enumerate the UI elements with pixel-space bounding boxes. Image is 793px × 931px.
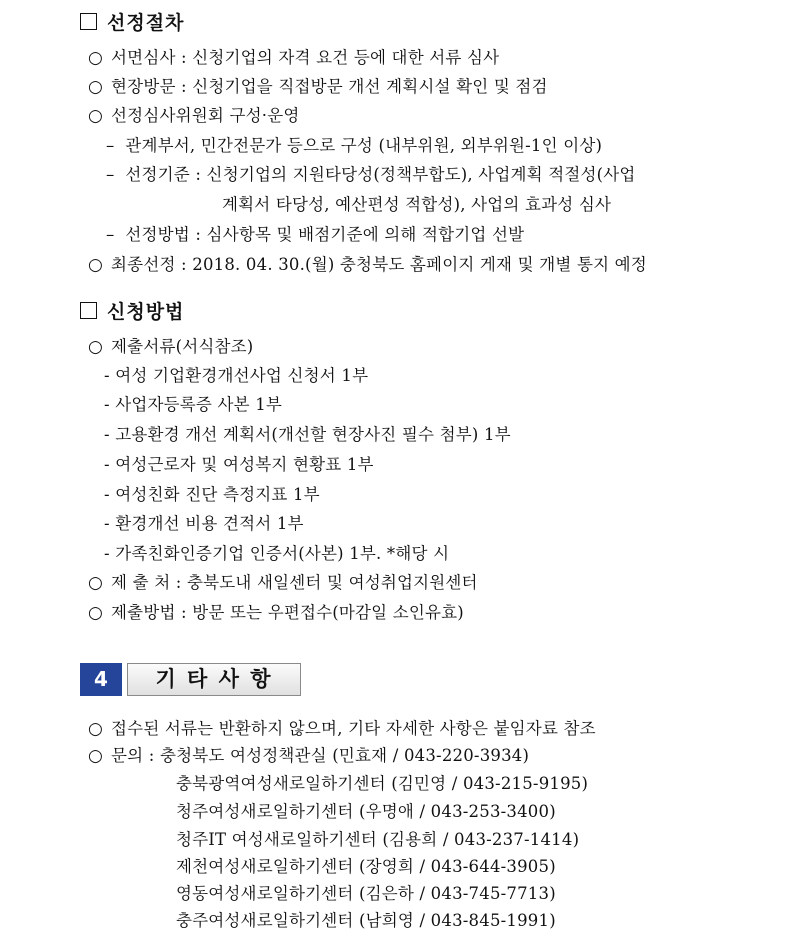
contact-entry: 충북광역여성새로일하기센터 (김민영 / 043-215-9195) [176, 774, 589, 793]
selection-final: ○ 최종선정 : 2018. 04. 30.(월) 충청북도 홈페이지 게재 및 개별 통지 예정 [88, 255, 647, 275]
other-note: ○ 접수된 서류는 반환하지 않으며, 기타 자세한 사항은 붙임자료 참조 [88, 719, 596, 739]
inquiry-line [88, 742, 529, 766]
dash-bullet: - [104, 485, 116, 504]
dash-bullet: - [104, 455, 116, 474]
documents-heading: ○ 제출서류(서식참조) [88, 337, 254, 357]
circle-bullet-icon: ○ [88, 106, 104, 126]
document-item: - 사업자등록증 사본 1부 [104, 395, 283, 414]
dash-bullet: – [106, 136, 126, 155]
dash-bullet: – [106, 225, 126, 244]
checkbox-square-icon [80, 13, 97, 30]
contact-entry: 충주여성새로일하기센터 (남희영 / 043-845-1991) [176, 911, 556, 930]
circle-bullet-icon: ○ [88, 573, 104, 593]
dash-bullet: - [104, 395, 116, 414]
selection-item: ○ 서면심사 : 신청기업의 자격 요건 등에 대한 서류 심사 [88, 48, 500, 68]
checkbox-square-icon [80, 302, 97, 319]
circle-bullet-icon: ○ [88, 77, 104, 97]
circle-bullet-icon: ○ [88, 719, 104, 739]
circle-bullet-icon: ○ [88, 603, 104, 623]
contact-entry: 영동여성새로일하기센터 (김은하 / 043-745-7713) [176, 884, 556, 903]
selection-sub-item: – 관계부서, 민간전문가 등으로 구성 (내부위원, 외부위원-1인 이상) [106, 136, 603, 155]
circle-bullet-icon: ○ [88, 255, 104, 275]
document-item: - 여성근로자 및 여성복지 현황표 1부 [104, 455, 374, 474]
selection-item: ○ 선정심사위원회 구성·운영 [88, 106, 300, 126]
selection-sub-item: – 선정기준 : 신청기업의 지원타당성(정책부합도), 사업계획 적절성(사업 [106, 165, 636, 184]
contact-entry: 충청북도 여성정책관실 (민효재 / 043-220-3934) [159, 746, 530, 765]
section-title-application: 신청방법 [80, 297, 184, 324]
contact-entry: 제천여성새로일하기센터 (장영희 / 043-644-3905) [176, 857, 556, 876]
selection-sub-item-continued: 계획서 타당성, 예산편성 적합성), 사업의 효과성 심사 [222, 195, 612, 214]
submit-method: ○ 제출방법 : 방문 또는 우편접수(마감일 소인유효) [88, 603, 464, 623]
section-title-other: 기 타 사 항 [127, 663, 301, 696]
section-number-badge: 4 [80, 663, 122, 696]
dash-bullet: - [104, 544, 116, 563]
document-item: - 여성친화 진단 측정지표 1부 [104, 485, 320, 504]
inquiry-label: 문의 : [111, 746, 155, 765]
dash-bullet: – [106, 165, 126, 184]
document-item: - 고용환경 개선 계획서(개선할 현장사진 필수 첨부) 1부 [104, 425, 511, 444]
dash-bullet: - [104, 366, 116, 385]
circle-bullet-icon: ○ [88, 746, 104, 766]
selection-sub-item: – 선정방법 : 심사항목 및 배점기준에 의해 적합기업 선발 [106, 225, 525, 244]
circle-bullet-icon: ○ [88, 337, 104, 357]
document-item: - 가족친화인증기업 인증서(사본) 1부. *해당 시 [104, 544, 450, 563]
dash-bullet: - [104, 514, 116, 533]
document-item: - 환경개선 비용 견적서 1부 [104, 514, 304, 533]
circle-bullet-icon: ○ [88, 48, 104, 68]
section-title-selection: 선정절차 [80, 8, 184, 35]
document-item: - 여성 기업환경개선사업 신청서 1부 [104, 366, 369, 385]
dash-bullet: - [104, 425, 116, 444]
contact-entry: 청주여성새로일하기센터 (우명애 / 043-253-3400) [176, 802, 556, 821]
selection-item: ○ 현장방문 : 신청기업을 직접방문 개선 계획시설 확인 및 점검 [88, 77, 548, 97]
contact-entry: 청주IT 여성새로일하기센터 (김용희 / 043-237-1414) [176, 830, 580, 849]
submit-to: ○ 제 출 처 : 충북도내 새일센터 및 여성취업지원센터 [88, 573, 478, 593]
